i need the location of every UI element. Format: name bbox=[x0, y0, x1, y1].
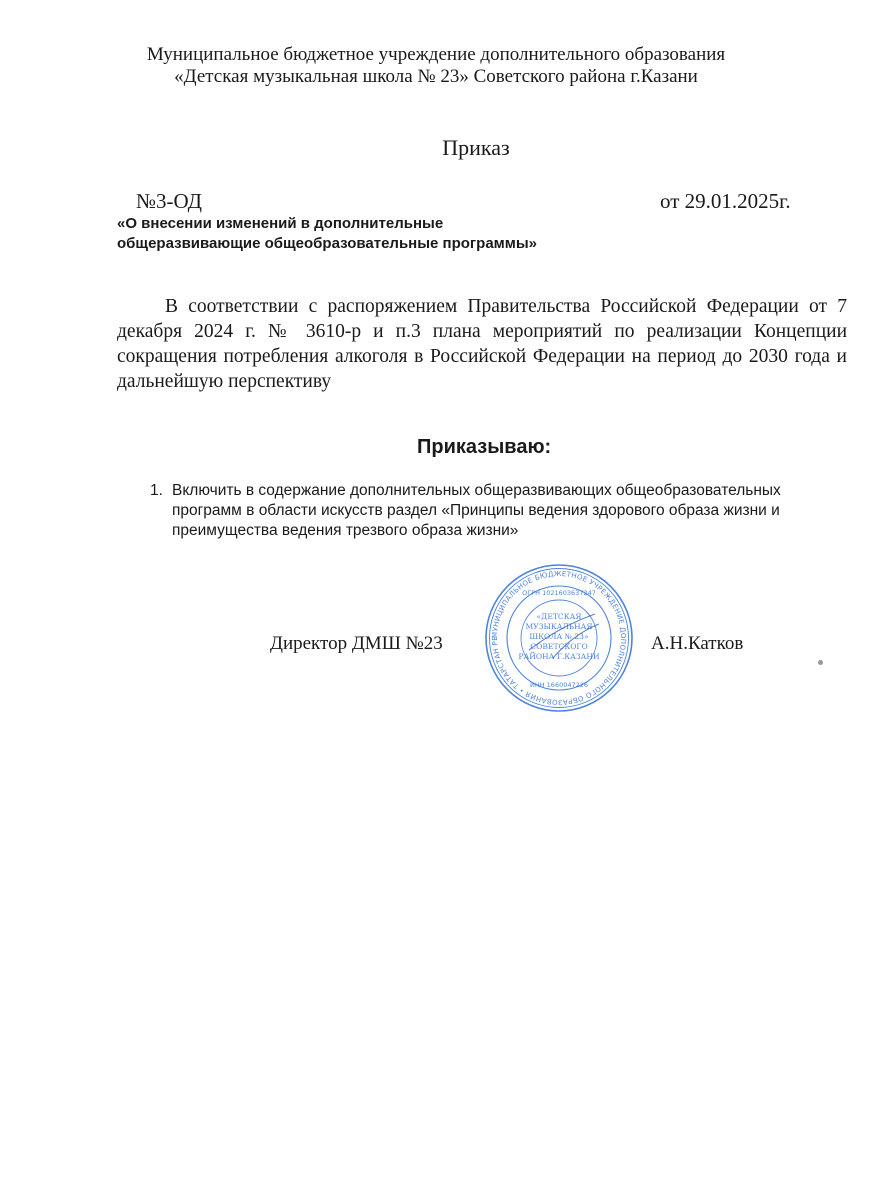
organization-header bbox=[0, 44, 872, 88]
official-seal-stamp bbox=[483, 562, 635, 714]
order-item-text: Включить в содержание дополнительных общеразвивающих общеобразовательных программ в области искусств раздел «Принципы ведения здорового образа жизни и преимущества ведения трезвого образа жизни» bbox=[172, 482, 781, 539]
order-item bbox=[150, 481, 830, 541]
order-items-list bbox=[150, 481, 830, 541]
seal-center-line-2: МУЗЫКАЛЬНАЯ bbox=[525, 622, 593, 631]
order-item-number: 1. bbox=[150, 482, 163, 499]
subject-line-1: «О внесении изменений в дополнительные bbox=[117, 215, 444, 232]
subject-line-2: общеразвивающие общеобразовательные программы» bbox=[117, 235, 538, 252]
seal-center-line-3: ШКОЛА № 23» bbox=[529, 632, 589, 641]
organization-line-1: Муниципальное бюджетное учреждение дополнительного образования bbox=[146, 44, 726, 65]
seal-outer-text: МУНИЦИПАЛЬНОЕ БЮДЖЕТНОЕ УЧРЕЖДЕНИЕ ДОПОЛНИТЕЛЬНОГО ОБРАЗОВАНИЯ • ТАТАРСТАН РЕ bbox=[490, 569, 628, 707]
document-number: №3-ОД bbox=[136, 189, 202, 213]
signatory-name: А.Н.Катков bbox=[651, 633, 744, 654]
document-date: от 29.01.2025г. bbox=[660, 189, 791, 213]
seal-inn: ИНН 1660047226 bbox=[529, 681, 589, 689]
seal-center-line-5: РАЙОНА Г.КАЗАНИ bbox=[518, 652, 600, 661]
scan-speck bbox=[818, 660, 823, 665]
order-heading: Приказываю: bbox=[417, 436, 552, 458]
document-subject bbox=[117, 214, 537, 254]
document-title: Приказ bbox=[442, 135, 510, 160]
seal-ogrn: ОГРН 1021603637247 bbox=[522, 589, 596, 597]
organization-line-2: «Детская музыкальная школа № 23» Советского района г.Казани bbox=[174, 66, 698, 87]
seal-center-line-1: «ДЕТСКАЯ bbox=[536, 612, 582, 621]
preamble-paragraph: В соответствии с распоряжением Правительства Российской Федерации от 7 декабря 2024 г. № 3610-р и п.3 плана мероприятий по реализации Концепции сокращения потребления алкоголя в Российской Федерации на период до 2030 года и дальнейшую перспективу bbox=[117, 296, 847, 392]
signatory-title: Директор ДМШ №23 bbox=[270, 633, 443, 654]
seal-center-line-4: СОВЕТСКОГО bbox=[530, 642, 588, 651]
seal-graphic bbox=[483, 562, 635, 714]
